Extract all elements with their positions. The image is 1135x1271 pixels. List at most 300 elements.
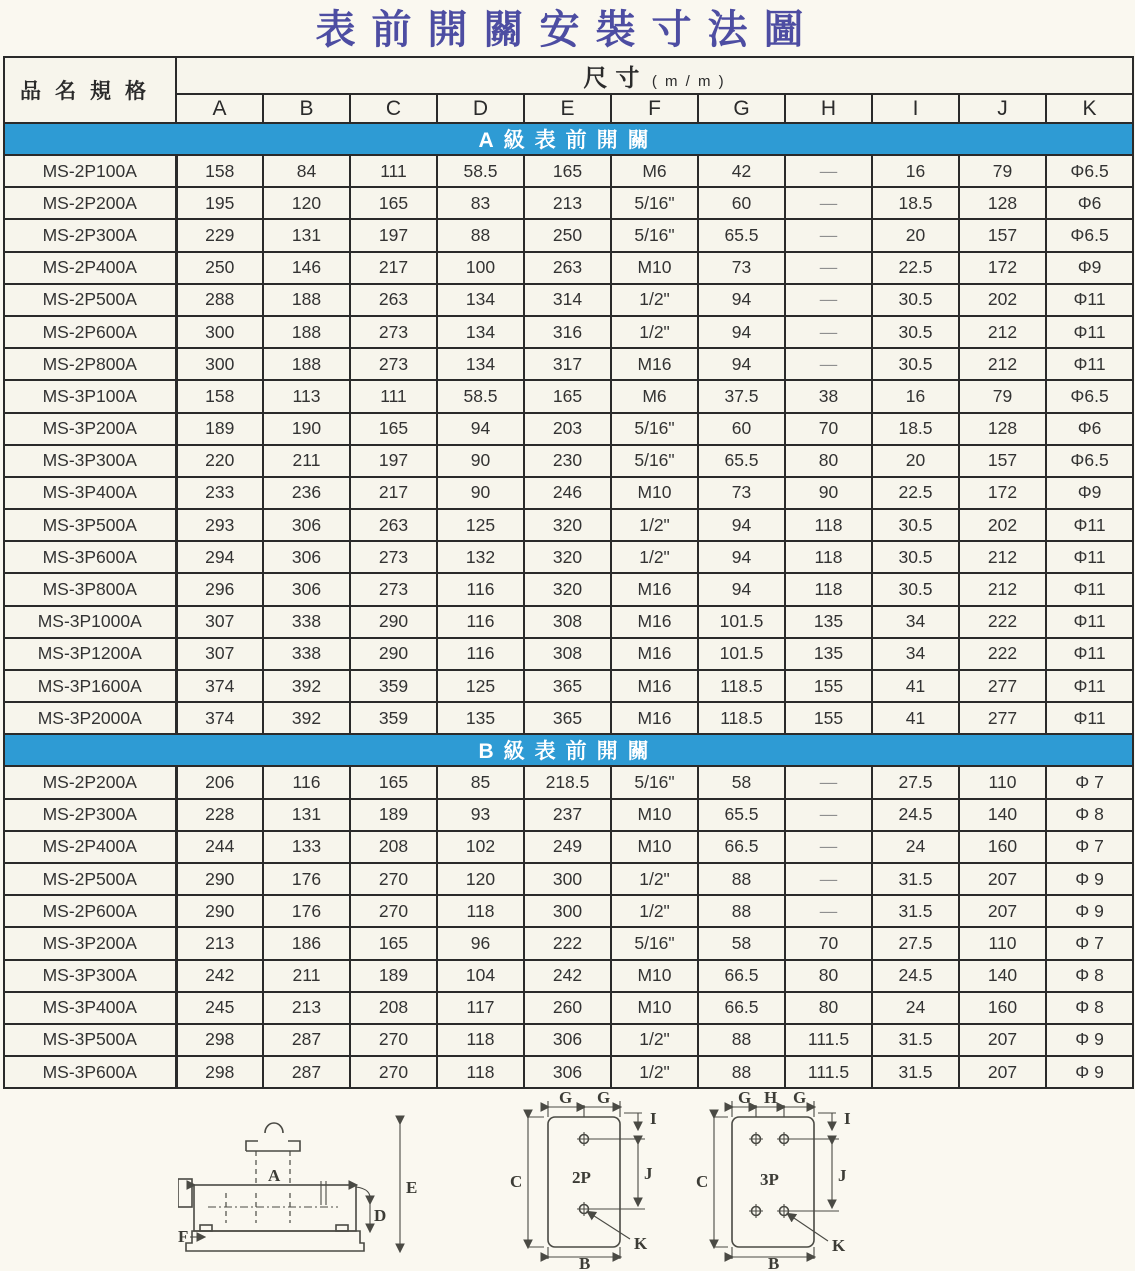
value-cell: 104 — [437, 960, 524, 992]
value-cell: 365 — [524, 702, 611, 734]
value-cell: 120 — [263, 187, 350, 219]
model-cell: MS-2P100A — [4, 155, 176, 187]
value-cell: 300 — [524, 895, 611, 927]
value-cell: 83 — [437, 187, 524, 219]
value-cell: Φ9 — [1046, 477, 1133, 509]
value-cell: Φ 8 — [1046, 799, 1133, 831]
value-cell: 165 — [350, 766, 437, 798]
value-cell: Φ11 — [1046, 541, 1133, 573]
model-cell: MS-3P100A — [4, 380, 176, 412]
value-cell: 217 — [350, 252, 437, 284]
dim-c-label: C — [510, 1172, 523, 1192]
value-cell: 66.5 — [698, 831, 785, 863]
value-cell: 207 — [959, 1056, 1046, 1088]
value-cell: 1/2" — [611, 284, 698, 316]
value-cell: 131 — [263, 219, 350, 251]
value-cell: 165 — [350, 413, 437, 445]
side-view-diagram — [178, 1101, 418, 1269]
value-cell: 118 — [785, 541, 872, 573]
value-cell: 212 — [959, 541, 1046, 573]
value-cell: M16 — [611, 670, 698, 702]
value-cell: 270 — [350, 895, 437, 927]
value-cell: 111 — [350, 380, 437, 412]
value-cell: 306 — [263, 509, 350, 541]
table-row — [4, 316, 1133, 348]
value-cell: 101.5 — [698, 606, 785, 638]
value-cell: Φ 7 — [1046, 927, 1133, 959]
value-cell: 118 — [785, 573, 872, 605]
table-body — [4, 123, 1133, 1088]
model-cell: MS-3P800A — [4, 573, 176, 605]
model-cell: MS-2P600A — [4, 316, 176, 348]
value-cell: 172 — [959, 252, 1046, 284]
column-header-b: B — [263, 94, 350, 123]
value-cell: M10 — [611, 992, 698, 1024]
value-cell: 176 — [263, 863, 350, 895]
value-cell: 365 — [524, 670, 611, 702]
value-cell: 320 — [524, 541, 611, 573]
value-cell: — — [785, 799, 872, 831]
value-cell: 132 — [437, 541, 524, 573]
value-cell: 306 — [263, 573, 350, 605]
value-cell: 250 — [176, 252, 263, 284]
value-cell: 165 — [524, 155, 611, 187]
value-cell: 90 — [437, 445, 524, 477]
value-cell: 207 — [959, 1024, 1046, 1056]
value-cell: 1/2" — [611, 541, 698, 573]
value-cell: 1/2" — [611, 895, 698, 927]
value-cell: 287 — [263, 1024, 350, 1056]
value-cell: 165 — [350, 927, 437, 959]
value-cell: — — [785, 284, 872, 316]
model-cell: MS-2P400A — [4, 831, 176, 863]
value-cell: 65.5 — [698, 445, 785, 477]
table-row — [4, 927, 1133, 959]
value-cell: 155 — [785, 702, 872, 734]
value-cell: M16 — [611, 638, 698, 670]
value-cell: 111 — [350, 155, 437, 187]
value-cell: 101.5 — [698, 638, 785, 670]
value-cell: Φ11 — [1046, 638, 1133, 670]
value-cell: 197 — [350, 445, 437, 477]
value-cell: Φ11 — [1046, 606, 1133, 638]
value-cell: 146 — [263, 252, 350, 284]
value-cell: Φ6.5 — [1046, 445, 1133, 477]
value-cell: 320 — [524, 509, 611, 541]
dim-b-label: B — [768, 1254, 780, 1271]
value-cell: 27.5 — [872, 766, 959, 798]
value-cell: 189 — [176, 413, 263, 445]
column-header-a: A — [176, 94, 263, 123]
value-cell: Φ 7 — [1046, 831, 1133, 863]
section-label: B級表前開關 — [4, 734, 1133, 766]
value-cell: Φ9 — [1046, 252, 1133, 284]
model-cell: MS-3P400A — [4, 992, 176, 1024]
column-header-e: E — [524, 94, 611, 123]
value-cell: Φ6 — [1046, 413, 1133, 445]
column-header-d: D — [437, 94, 524, 123]
value-cell: — — [785, 863, 872, 895]
table-row — [4, 670, 1133, 702]
value-cell: 290 — [176, 895, 263, 927]
value-cell: 1/2" — [611, 863, 698, 895]
value-cell: 244 — [176, 831, 263, 863]
value-cell: 30.5 — [872, 284, 959, 316]
value-cell: 290 — [350, 638, 437, 670]
model-cell: MS-3P400A — [4, 477, 176, 509]
value-cell: Φ11 — [1046, 316, 1133, 348]
value-cell: 374 — [176, 702, 263, 734]
value-cell: 245 — [176, 992, 263, 1024]
value-cell: 314 — [524, 284, 611, 316]
value-cell: — — [785, 831, 872, 863]
table-row — [4, 638, 1133, 670]
value-cell: 20 — [872, 445, 959, 477]
value-cell: 176 — [263, 895, 350, 927]
table-row — [4, 187, 1133, 219]
value-cell: 88 — [437, 219, 524, 251]
value-cell: 5/16" — [611, 766, 698, 798]
value-cell: 120 — [437, 863, 524, 895]
table-row — [4, 380, 1133, 412]
value-cell: 250 — [524, 219, 611, 251]
value-cell: 307 — [176, 606, 263, 638]
value-cell: M10 — [611, 831, 698, 863]
value-cell: 5/16" — [611, 927, 698, 959]
value-cell: 207 — [959, 895, 1046, 927]
column-header-i: I — [872, 94, 959, 123]
value-cell: M10 — [611, 477, 698, 509]
value-cell: 93 — [437, 799, 524, 831]
value-cell: 155 — [785, 670, 872, 702]
column-header-k: K — [1046, 94, 1133, 123]
value-cell: 212 — [959, 348, 1046, 380]
value-cell: 38 — [785, 380, 872, 412]
value-cell: M16 — [611, 702, 698, 734]
value-cell: 202 — [959, 509, 1046, 541]
dim-g2-label: G — [793, 1091, 807, 1108]
table-row — [4, 348, 1133, 380]
value-cell: 270 — [350, 863, 437, 895]
table-row — [4, 477, 1133, 509]
table-row — [4, 413, 1133, 445]
value-cell: 160 — [959, 992, 1046, 1024]
model-cell: MS-2P200A — [4, 187, 176, 219]
value-cell: 34 — [872, 638, 959, 670]
value-cell: Φ 8 — [1046, 960, 1133, 992]
value-cell: 296 — [176, 573, 263, 605]
value-cell: Φ6.5 — [1046, 155, 1133, 187]
value-cell: 317 — [524, 348, 611, 380]
value-cell: 37.5 — [698, 380, 785, 412]
dim-j-label: J — [838, 1166, 847, 1186]
model-cell: MS-3P600A — [4, 541, 176, 573]
value-cell: Φ11 — [1046, 348, 1133, 380]
value-cell: 135 — [437, 702, 524, 734]
section-label: A級表前開關 — [4, 123, 1133, 155]
value-cell: 188 — [263, 284, 350, 316]
value-cell: — — [785, 155, 872, 187]
value-cell: — — [785, 316, 872, 348]
value-cell: 270 — [350, 1056, 437, 1088]
value-cell: 88 — [698, 863, 785, 895]
column-header-f: F — [611, 94, 698, 123]
model-cell: MS-3P300A — [4, 445, 176, 477]
table-row — [4, 155, 1133, 187]
model-cell: MS-2P800A — [4, 348, 176, 380]
value-cell: 125 — [437, 670, 524, 702]
plate-3p-label: 3P — [760, 1170, 779, 1190]
value-cell: 212 — [959, 316, 1046, 348]
model-cell: MS-3P1000A — [4, 606, 176, 638]
value-cell: 80 — [785, 960, 872, 992]
model-cell: MS-2P500A — [4, 863, 176, 895]
value-cell: 66.5 — [698, 960, 785, 992]
value-cell: Φ11 — [1046, 284, 1133, 316]
value-cell: M6 — [611, 155, 698, 187]
value-cell: 18.5 — [872, 187, 959, 219]
value-cell: 186 — [263, 927, 350, 959]
value-cell: 125 — [437, 509, 524, 541]
section-header-row — [4, 123, 1133, 155]
value-cell: 30.5 — [872, 573, 959, 605]
value-cell: 31.5 — [872, 1024, 959, 1056]
value-cell: 220 — [176, 445, 263, 477]
dim-k-label: K — [634, 1234, 648, 1254]
model-cell: MS-2P300A — [4, 799, 176, 831]
value-cell: 195 — [176, 187, 263, 219]
value-cell: M6 — [611, 380, 698, 412]
value-cell: 73 — [698, 477, 785, 509]
value-cell: 31.5 — [872, 895, 959, 927]
value-cell: 70 — [785, 413, 872, 445]
value-cell: Φ6.5 — [1046, 219, 1133, 251]
value-cell: 94 — [698, 348, 785, 380]
value-cell: 236 — [263, 477, 350, 509]
dim-g1-label: G — [738, 1091, 752, 1108]
value-cell: 117 — [437, 992, 524, 1024]
size-header-row — [4, 57, 1133, 94]
value-cell: 308 — [524, 606, 611, 638]
value-cell: 157 — [959, 219, 1046, 251]
value-cell: Φ 8 — [1046, 992, 1133, 1024]
value-cell: 88 — [698, 1056, 785, 1088]
front-view-2p-diagram — [498, 1091, 678, 1271]
value-cell: 202 — [959, 284, 1046, 316]
value-cell: 306 — [524, 1024, 611, 1056]
value-cell: 190 — [263, 413, 350, 445]
value-cell: 41 — [872, 670, 959, 702]
value-cell: 213 — [176, 927, 263, 959]
table-row — [4, 219, 1133, 251]
value-cell: 158 — [176, 155, 263, 187]
value-cell: 213 — [263, 992, 350, 1024]
model-cell: MS-3P200A — [4, 413, 176, 445]
value-cell: 131 — [263, 799, 350, 831]
value-cell: 20 — [872, 219, 959, 251]
value-cell: 212 — [959, 573, 1046, 605]
value-cell: 70 — [785, 927, 872, 959]
value-cell: 233 — [176, 477, 263, 509]
value-cell: 290 — [176, 863, 263, 895]
value-cell: 27.5 — [872, 927, 959, 959]
value-cell: 111.5 — [785, 1056, 872, 1088]
value-cell: 208 — [350, 992, 437, 1024]
front-view-3p-diagram — [690, 1091, 880, 1271]
value-cell: 41 — [872, 702, 959, 734]
value-cell: 228 — [176, 799, 263, 831]
value-cell: 116 — [437, 573, 524, 605]
value-cell: 263 — [350, 509, 437, 541]
value-cell: 300 — [176, 348, 263, 380]
value-cell: 359 — [350, 670, 437, 702]
value-cell: 85 — [437, 766, 524, 798]
value-cell: 1/2" — [611, 1056, 698, 1088]
value-cell: 287 — [263, 1056, 350, 1088]
table-row — [4, 445, 1133, 477]
value-cell: Φ11 — [1046, 509, 1133, 541]
value-cell: 116 — [437, 638, 524, 670]
value-cell: 31.5 — [872, 1056, 959, 1088]
value-cell: 263 — [350, 284, 437, 316]
value-cell: 113 — [263, 380, 350, 412]
value-cell: 189 — [350, 960, 437, 992]
value-cell: 22.5 — [872, 477, 959, 509]
table-row — [4, 1024, 1133, 1056]
value-cell: 79 — [959, 380, 1046, 412]
value-cell: 208 — [350, 831, 437, 863]
value-cell: 94 — [698, 541, 785, 573]
value-cell: 90 — [785, 477, 872, 509]
value-cell: 34 — [872, 606, 959, 638]
value-cell: 338 — [263, 606, 350, 638]
model-cell: MS-3P1600A — [4, 670, 176, 702]
value-cell: 165 — [524, 380, 611, 412]
value-cell: 140 — [959, 960, 1046, 992]
value-cell: 110 — [959, 766, 1046, 798]
value-cell: Φ 7 — [1046, 766, 1133, 798]
model-cell: MS-3P300A — [4, 960, 176, 992]
value-cell: 293 — [176, 509, 263, 541]
value-cell: 134 — [437, 348, 524, 380]
column-header-g: G — [698, 94, 785, 123]
dim-c-label: C — [696, 1172, 709, 1192]
value-cell: 24 — [872, 992, 959, 1024]
value-cell: 242 — [524, 960, 611, 992]
value-cell: 160 — [959, 831, 1046, 863]
value-cell: 133 — [263, 831, 350, 863]
value-cell: 58 — [698, 766, 785, 798]
value-cell: 24.5 — [872, 960, 959, 992]
value-cell: 246 — [524, 477, 611, 509]
value-cell: 134 — [437, 316, 524, 348]
value-cell: M10 — [611, 252, 698, 284]
size-label: 尺寸 — [583, 65, 648, 92]
value-cell: 30.5 — [872, 509, 959, 541]
value-cell: 290 — [350, 606, 437, 638]
page-title: 表前開關安裝寸法圖 — [315, 8, 820, 52]
value-cell: 128 — [959, 413, 1046, 445]
size-unit-label: ( m / m ) — [651, 73, 726, 90]
value-cell: 118 — [785, 509, 872, 541]
value-cell: Φ 9 — [1046, 1024, 1133, 1056]
table-row — [4, 541, 1133, 573]
dim-k-label: K — [832, 1236, 846, 1256]
value-cell: Φ11 — [1046, 702, 1133, 734]
value-cell: 273 — [350, 573, 437, 605]
value-cell: M10 — [611, 799, 698, 831]
value-cell: 31.5 — [872, 863, 959, 895]
value-cell: — — [785, 895, 872, 927]
value-cell: 65.5 — [698, 799, 785, 831]
value-cell: 94 — [698, 509, 785, 541]
value-cell: 158 — [176, 380, 263, 412]
value-cell: — — [785, 766, 872, 798]
value-cell: M10 — [611, 960, 698, 992]
value-cell: 30.5 — [872, 348, 959, 380]
value-cell: 222 — [959, 638, 1046, 670]
value-cell: M16 — [611, 348, 698, 380]
value-cell: 207 — [959, 863, 1046, 895]
value-cell: 5/16" — [611, 187, 698, 219]
value-cell: 24.5 — [872, 799, 959, 831]
value-cell: 30.5 — [872, 541, 959, 573]
value-cell: 79 — [959, 155, 1046, 187]
table-row — [4, 509, 1133, 541]
value-cell: 1/2" — [611, 509, 698, 541]
table-row — [4, 960, 1133, 992]
value-cell: 135 — [785, 606, 872, 638]
value-cell: Φ 9 — [1046, 895, 1133, 927]
value-cell: 100 — [437, 252, 524, 284]
table-row — [4, 992, 1133, 1024]
value-cell: — — [785, 187, 872, 219]
value-cell: 94 — [698, 316, 785, 348]
value-cell: 277 — [959, 702, 1046, 734]
value-cell: 392 — [263, 670, 350, 702]
value-cell: 242 — [176, 960, 263, 992]
value-cell: 42 — [698, 155, 785, 187]
value-cell: 206 — [176, 766, 263, 798]
table-row — [4, 573, 1133, 605]
value-cell: 222 — [959, 606, 1046, 638]
value-cell: 135 — [785, 638, 872, 670]
value-cell: 273 — [350, 316, 437, 348]
dim-i-label: I — [650, 1109, 657, 1129]
model-cell: MS-3P500A — [4, 1024, 176, 1056]
model-cell: MS-2P300A — [4, 219, 176, 251]
product-spec-header: 品名規格 — [4, 57, 176, 123]
value-cell: 359 — [350, 702, 437, 734]
value-cell: 392 — [263, 702, 350, 734]
size-header — [176, 57, 1133, 94]
value-cell: 140 — [959, 799, 1046, 831]
value-cell: 273 — [350, 541, 437, 573]
value-cell: 16 — [872, 380, 959, 412]
dimension-table — [3, 56, 1134, 1089]
model-cell: MS-3P1200A — [4, 638, 176, 670]
value-cell: 90 — [437, 477, 524, 509]
value-cell: 307 — [176, 638, 263, 670]
table-row — [4, 863, 1133, 895]
value-cell: 1/2" — [611, 316, 698, 348]
value-cell: Φ 9 — [1046, 863, 1133, 895]
dim-d-label: D — [374, 1206, 387, 1226]
value-cell: 96 — [437, 927, 524, 959]
value-cell: 374 — [176, 670, 263, 702]
value-cell: 102 — [437, 831, 524, 863]
model-cell: MS-3P2000A — [4, 702, 176, 734]
